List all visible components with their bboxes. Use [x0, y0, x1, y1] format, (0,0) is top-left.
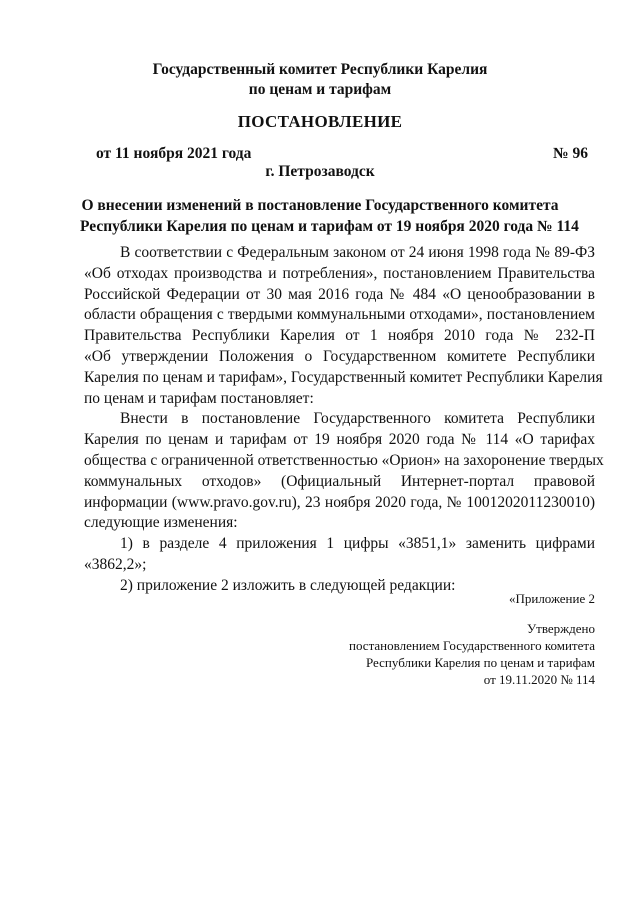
body-line: 1) в разделе 4 приложения 1 цифры «3851,1» заменить цифрами: [120, 535, 595, 553]
body-line: области обращения с твердыми коммунальными отходами», постановлением: [84, 306, 595, 324]
approval-line: постановлением Государственного комитета: [349, 638, 595, 653]
body-line: общества с ограниченной ответственностью «Орион» на захоронение твердых: [84, 451, 604, 469]
committee-name-line2: по ценам и тарифам: [248, 81, 392, 98]
document-type-title: ПОСТАНОВЛЕНИЕ: [237, 112, 403, 131]
document-body: [84, 243, 604, 597]
committee-name-line1: Государственный комитет Республики Карелия: [152, 61, 488, 78]
body-line: 2) приложение 2 изложить в следующей редакции:: [120, 576, 456, 594]
appendix-label: [509, 590, 595, 607]
body-line: Карелия по ценам и тарифам от 19 ноября 2020 года № 114 «О тарифах: [84, 431, 595, 449]
approval-line: Утверждено: [526, 621, 595, 636]
subject-line: Республики Карелия по ценам и тарифам от 19 ноября 2020 года № 114: [80, 218, 579, 235]
body-line: В соответствии с Федеральным законом от 24 июня 1998 года № 89-ФЗ: [120, 244, 595, 261]
appendix-label-text: «Приложение 2: [508, 591, 595, 606]
body-line: «Об утверждении Положения о Государственном комитете Республики: [84, 347, 595, 365]
document-date: от 11 ноября 2021 года: [96, 145, 252, 162]
body-line: коммунальных отходов» (Официальный Интернет-портал правовой: [84, 472, 595, 490]
body-line: информации (www.pravo.gov.ru), 23 ноября 2020 года, № 1001202011230010): [84, 493, 595, 511]
subject-line: О внесении изменений в постановление Государственного комитета: [81, 197, 559, 214]
body-line: Внести в постановление Государственного комитета Республики: [120, 410, 595, 428]
approval-line: от 19.11.2020 № 114: [483, 672, 595, 687]
approval-block: [349, 620, 595, 688]
body-line: Правительства Республики Карелия от 1 ноября 2010 года № 232-П: [84, 327, 595, 345]
body-line: по ценам и тарифам постановляет:: [84, 389, 314, 407]
approval-line: Республики Карелия по ценам и тарифам: [365, 655, 595, 670]
body-line: «3862,2»;: [84, 555, 147, 573]
document-city: г. Петрозаводск: [265, 163, 375, 180]
body-line: «Об отходах производства и потребления», постановлением Правительства: [84, 264, 595, 282]
body-line: следующие изменения:: [84, 514, 238, 532]
document-number: № 96: [553, 145, 588, 162]
body-line: Российской Федерации от 30 мая 2016 года № 484 «О ценообразовании в: [84, 285, 595, 303]
document-subject: [80, 195, 579, 237]
body-line: Карелия по ценам и тарифам», Государственный комитет Республики Карелия: [84, 368, 603, 386]
